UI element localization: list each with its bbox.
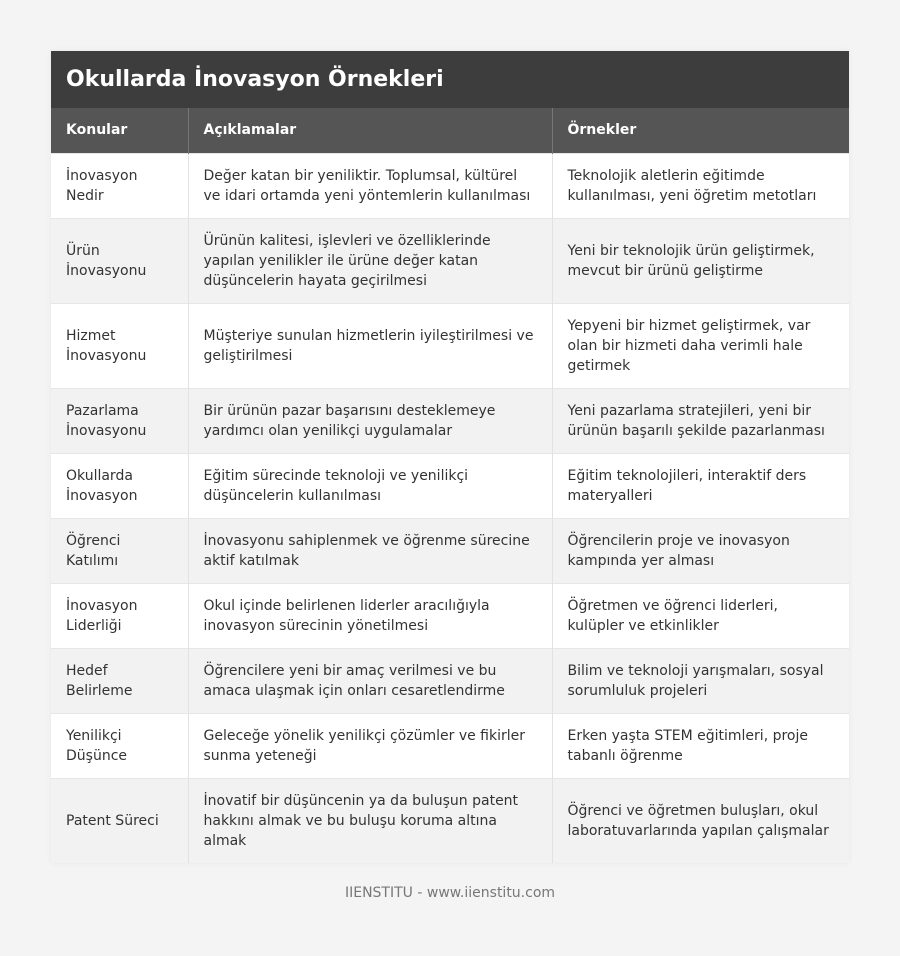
innovation-table xyxy=(51,108,849,863)
cell-description: İnovasyonu sahiplenmek ve öğrenme sürecine aktif katılmak xyxy=(188,518,552,583)
cell-topic: Patent Süreci xyxy=(51,778,188,863)
cell-example: Eğitim teknolojileri, interaktif ders materyalleri xyxy=(552,453,849,518)
cell-description: Ürünün kalitesi, işlevleri ve özelliklerinde yapılan yenilikler ile ürüne değer katan düşüncelerin hayata geçirilmesi xyxy=(188,218,552,303)
cell-topic: Hizmet İnovasyonu xyxy=(51,303,188,388)
cell-example: Yeni pazarlama stratejileri, yeni bir ürünün başarılı şekilde pazarlanması xyxy=(552,388,849,453)
table-row xyxy=(51,153,849,218)
page-title: Okullarda İnovasyon Örnekleri xyxy=(51,51,849,108)
cell-description: Değer katan bir yeniliktir. Toplumsal, kültürel ve idari ortamda yeni yöntemlerin kullanılması xyxy=(188,153,552,218)
cell-topic: Hedef Belirleme xyxy=(51,648,188,713)
column-header-descriptions: Açıklamalar xyxy=(188,108,552,153)
cell-topic: İnovasyon Liderliği xyxy=(51,583,188,648)
cell-example: Öğretmen ve öğrenci liderleri, kulüpler ve etkinlikler xyxy=(552,583,849,648)
cell-example: Yepyeni bir hizmet geliştirmek, var olan bir hizmeti daha verimli hale getirmek xyxy=(552,303,849,388)
cell-description: Müşteriye sunulan hizmetlerin iyileştirilmesi ve geliştirilmesi xyxy=(188,303,552,388)
cell-topic: İnovasyon Nedir xyxy=(51,153,188,218)
table-row xyxy=(51,713,849,778)
table-row xyxy=(51,303,849,388)
cell-topic: Ürün İnovasyonu xyxy=(51,218,188,303)
table-row xyxy=(51,518,849,583)
table-row xyxy=(51,648,849,713)
column-header-topics: Konular xyxy=(51,108,188,153)
cell-topic: Pazarlama İnovasyonu xyxy=(51,388,188,453)
cell-description: Eğitim sürecinde teknoloji ve yenilikçi düşüncelerin kullanılması xyxy=(188,453,552,518)
cell-example: Bilim ve teknoloji yarışmaları, sosyal sorumluluk projeleri xyxy=(552,648,849,713)
cell-description: Bir ürünün pazar başarısını desteklemeye yardımcı olan yenilikçi uygulamalar xyxy=(188,388,552,453)
table-row xyxy=(51,583,849,648)
table-row xyxy=(51,778,849,863)
cell-description: İnovatif bir düşüncenin ya da buluşun patent hakkını almak ve bu buluşu koruma altına almak xyxy=(188,778,552,863)
table-body xyxy=(51,153,849,863)
cell-description: Öğrencilere yeni bir amaç verilmesi ve bu amaca ulaşmak için onları cesaretlendirme xyxy=(188,648,552,713)
cell-description: Okul içinde belirlenen liderler aracılığıyla inovasyon sürecinin yönetilmesi xyxy=(188,583,552,648)
cell-description: Geleceğe yönelik yenilikçi çözümler ve fikirler sunma yeteneği xyxy=(188,713,552,778)
table-row xyxy=(51,388,849,453)
cell-example: Yeni bir teknolojik ürün geliştirmek, mevcut bir ürünü geliştirme xyxy=(552,218,849,303)
column-header-examples: Örnekler xyxy=(552,108,849,153)
footer-credit: IIENSTITU - www.iienstitu.com xyxy=(344,885,556,901)
cell-example: Teknolojik aletlerin eğitimde kullanılması, yeni öğretim metotları xyxy=(552,153,849,218)
table-card xyxy=(51,51,849,863)
cell-topic: Okullarda İnovasyon xyxy=(51,453,188,518)
table-header xyxy=(51,108,849,153)
cell-example: Öğrenci ve öğretmen buluşları, okul laboratuvarlarında yapılan çalışmalar xyxy=(552,778,849,863)
cell-topic: Öğrenci Katılımı xyxy=(51,518,188,583)
table-row xyxy=(51,218,849,303)
table-row xyxy=(51,453,849,518)
cell-example: Erken yaşta STEM eğitimleri, proje tabanlı öğrenme xyxy=(552,713,849,778)
cell-topic: Yenilikçi Düşünce xyxy=(51,713,188,778)
cell-example: Öğrencilerin proje ve inovasyon kampında yer alması xyxy=(552,518,849,583)
